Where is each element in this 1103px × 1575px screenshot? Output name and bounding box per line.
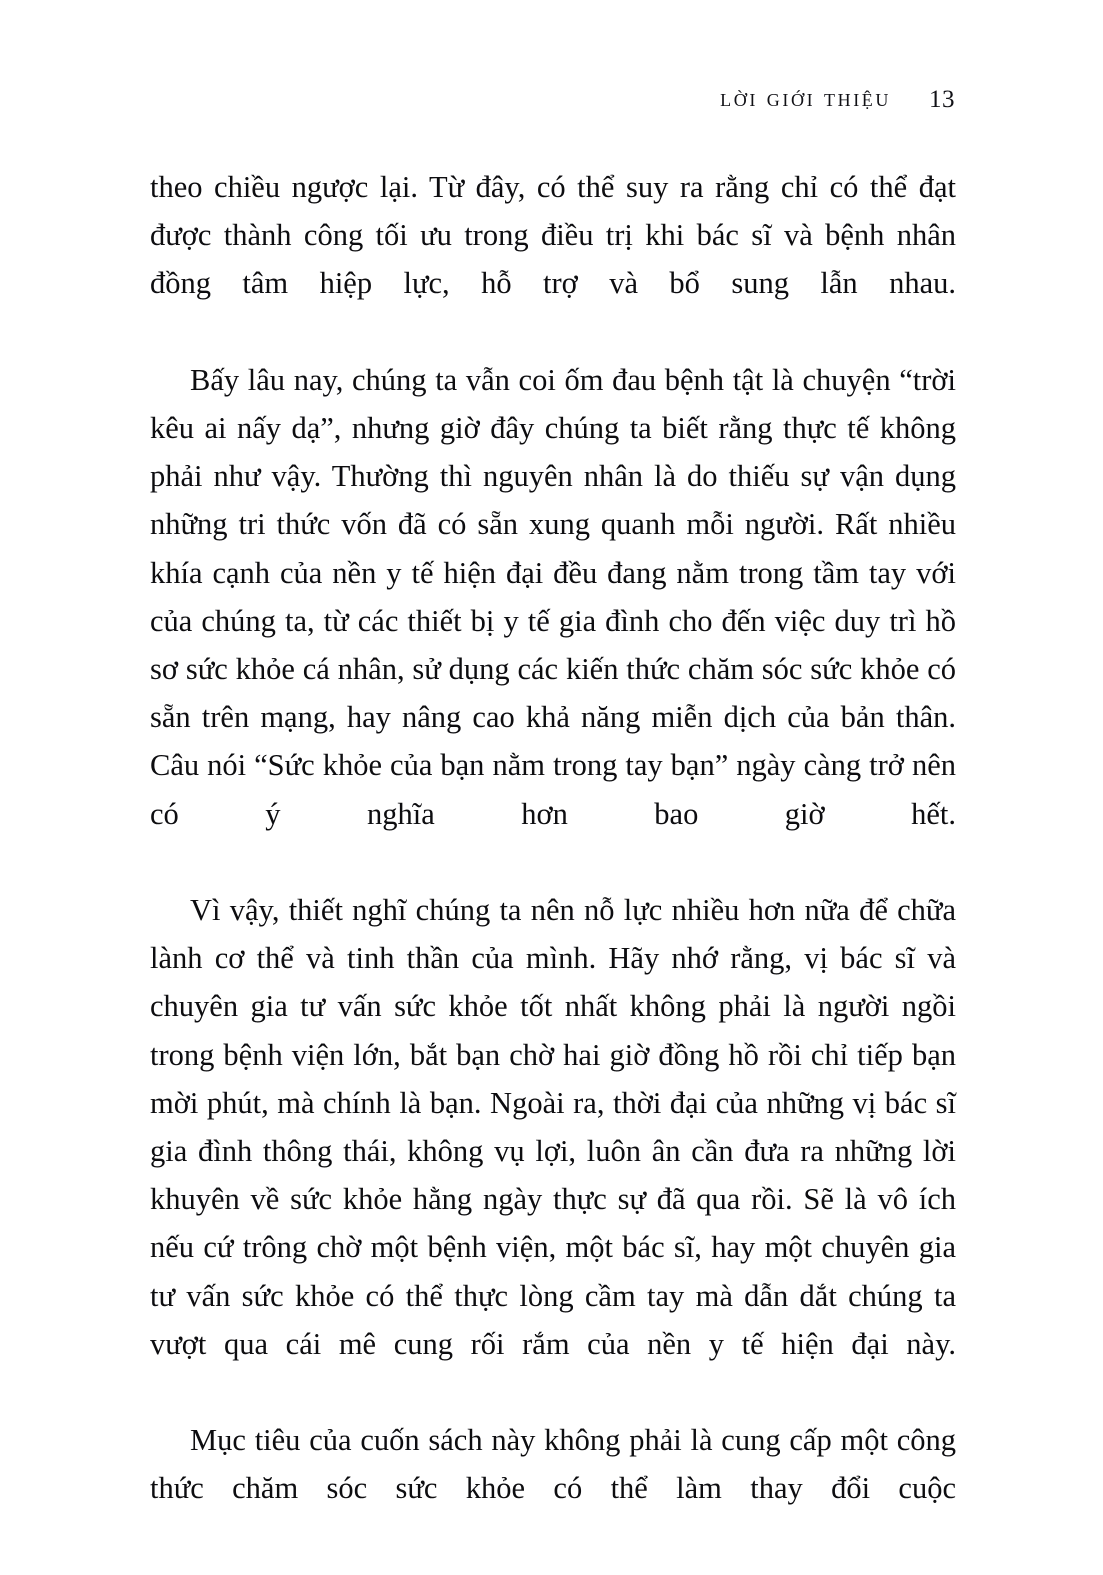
running-head-title: lời giới thiệu [720,85,891,112]
page-number: 13 [929,86,955,113]
paragraph-bay-lau-nay: Bấy lâu nay, chúng ta vẫn coi ốm đau bệnh tật là chuyện “trời kêu ai nấy dạ”, nhưng giờ đây chúng ta biết rằng thực tế không phải như vậy. Thường thì nguyên nhân là do thiếu sự vận dụng những tri thức vốn đã có sẵn xung quanh mỗi người. Rất nhiều khía cạnh của nền y tế hiện đại đều đang nằm trong tầm tay với của chúng ta, từ các thiết bị y tế gia đình cho đến việc duy trì hồ sơ sức khỏe cá nhân, sử dụng các kiến thức chăm sóc sức khỏe có sẵn trên mạng, hay nâng cao khả năng miễn dịch của bản thân. Câu nói “Sức khỏe của bạn nằm trong tay bạn” ngày càng trở nên có ý nghĩa hơn bao giờ hết. [150,362,956,831]
running-head [150,86,955,126]
body-text-block [150,163,956,1561]
paragraph-muc-tieu: Mục tiêu của cuốn sách này không phải là cung cấp một công thức chăm sóc sức khỏe có thể làm thay đổi cuộc [150,1423,956,1506]
paragraph-vi-vay: Vì vậy, thiết nghĩ chúng ta nên nỗ lực nhiều hơn nữa để chữa lành cơ thể và tinh thần của mình. Hãy nhớ rằng, vị bác sĩ và chuyên gia tư vấn sức khỏe tốt nhất không phải là người ngồi trong bệnh viện lớn, bắt bạn chờ hai giờ đồng hồ rồi chỉ tiếp bạn mời phút, mà chính là bạn. Ngoài ra, thời đại của những vị bác sĩ gia đình thông thái, không vụ lợi, luôn ân cần đưa ra những lời khuyên về sức khỏe hằng ngày thực sự đã qua rồi. Sẽ là vô ích nếu cứ trông chờ một bệnh viện, một bác sĩ, hay một chuyên gia tư vấn sức khỏe có thể thực lòng cầm tay mà dẫn dắt chúng ta vượt qua cái mê cung rối rắm của nền y tế hiện đại này. [150,893,956,1361]
paragraph-continued: theo chiều ngược lại. Từ đây, có thể suy ra rằng chỉ có thể đạt được thành công tối ưu trong điều trị khi bác sĩ và bệnh nhân đồng tâm hiệp lực, hỗ trợ và bổ sung lẫn nhau. [150,170,956,301]
